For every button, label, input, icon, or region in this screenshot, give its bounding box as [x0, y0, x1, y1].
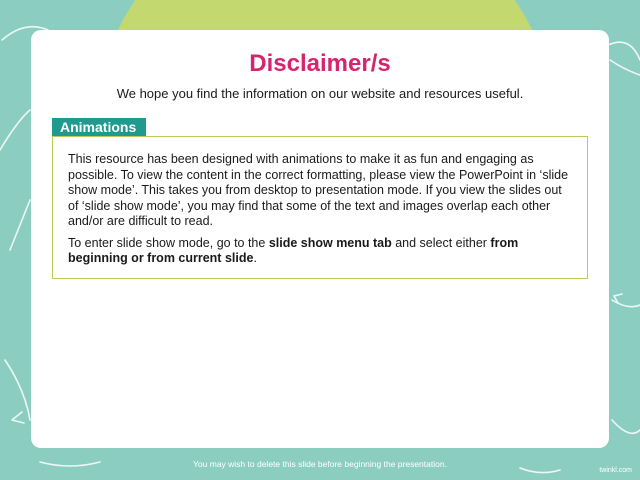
paragraph-2-end: . [253, 251, 257, 265]
page-title: Disclaimer/s [249, 50, 391, 77]
animations-paragraph-2 [68, 236, 571, 267]
paragraph-2-mid: and select either [391, 235, 491, 250]
animations-paragraph-1: This resource has been designed with animations to make it as fun and engaging as possible. To view the content in the correct formatting, please view the PowerPoint in ‘slide show mode’. This takes you from desktop to presentation mode. If you view the slides out of ‘slide show mode’, you may find that some of the text and images overlap each other and/or are difficult to read. [68, 152, 569, 228]
paragraph-2-start: To enter slide show mode, go to the [68, 235, 269, 250]
animations-section-box [52, 136, 588, 279]
footer-note: You may wish to delete this slide before beginning the presentation. [193, 459, 447, 469]
from-beginning-text: from beginning or from current slide [68, 235, 519, 265]
disclaimer-card [31, 30, 609, 448]
twinkl-watermark: twinkl.com [599, 467, 632, 474]
page-subtitle: We hope you find the information on our website and resources useful. [116, 86, 524, 101]
slide-show-menu-tab-text: slide show menu tab [268, 235, 392, 250]
animations-section-label: Animations [52, 118, 146, 137]
